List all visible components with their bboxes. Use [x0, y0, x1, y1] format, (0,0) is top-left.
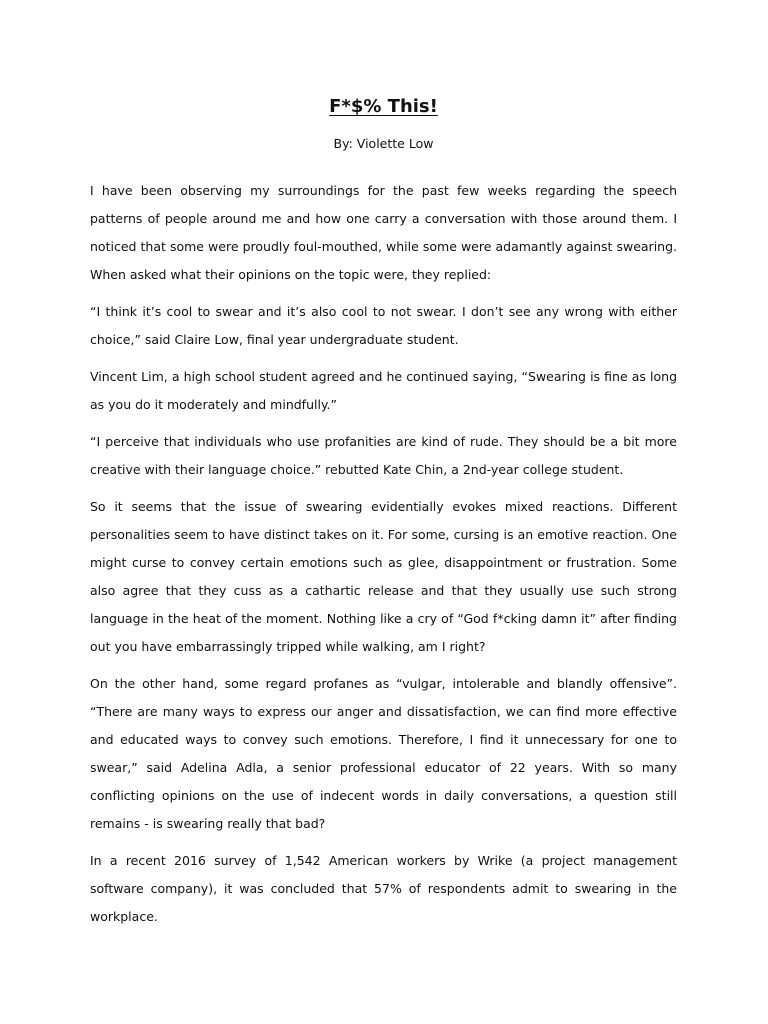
paragraph: “I perceive that individuals who use profanities are kind of rude. They should be a bit more creative with their language choice.” rebutted Kate Chin, a 2nd-year college student. — [90, 434, 677, 477]
paragraph: On the other hand, some regard profanes as “vulgar, intolerable and blandly offensive”. “There are many ways to express our anger and dissatisfaction, we can find more effective and educated ways to convey such emotions. Therefore, I find it unnecessary for one to swear,” said Adelina Adla, a senior professional educator of 22 years. With so many conflicting opinions on the use of indecent words in daily conversations, a question still remains - is swearing really that bad? — [90, 676, 677, 831]
document-page — [90, 0, 677, 1024]
paragraph: Vincent Lim, a high school student agreed and he continued saying, “Swearing is fine as long as you do it moderately and mindfully.” — [90, 369, 677, 412]
paragraph: In a recent 2016 survey of 1,542 American workers by Wrike (a project management software company), it was concluded that 57% of respondents admit to swearing in the workplace. — [90, 853, 677, 924]
paragraph: “I think it’s cool to swear and it’s also cool to not swear. I don’t see any wrong with either choice,” said Claire Low, final year undergraduate student. — [90, 304, 677, 347]
paragraph: So it seems that the issue of swearing evidentially evokes mixed reactions. Different personalities seem to have distinct takes on it. For some, cursing is an emotive reaction. One might curse to convey certain emotions such as glee, disappointment or frustration. Some also agree that they cuss as a cathartic release and that they usually use such strong language in the heat of the moment. Nothing like a cry of “God f*cking damn it” after finding out you have embarrassingly tripped while walking, am I right? — [90, 499, 677, 654]
author-byline: By: Violette Low — [333, 136, 434, 151]
document-title: F*$% This! — [329, 96, 438, 117]
paragraph: I have been observing my surroundings for the past few weeks regarding the speech patterns of people around me and how one carry a conversation with those around them. I noticed that some were proudly foul-mouthed, while some were adamantly against swearing. When asked what their opinions on the topic were, they replied: — [90, 183, 677, 282]
article-body — [90, 177, 677, 940]
